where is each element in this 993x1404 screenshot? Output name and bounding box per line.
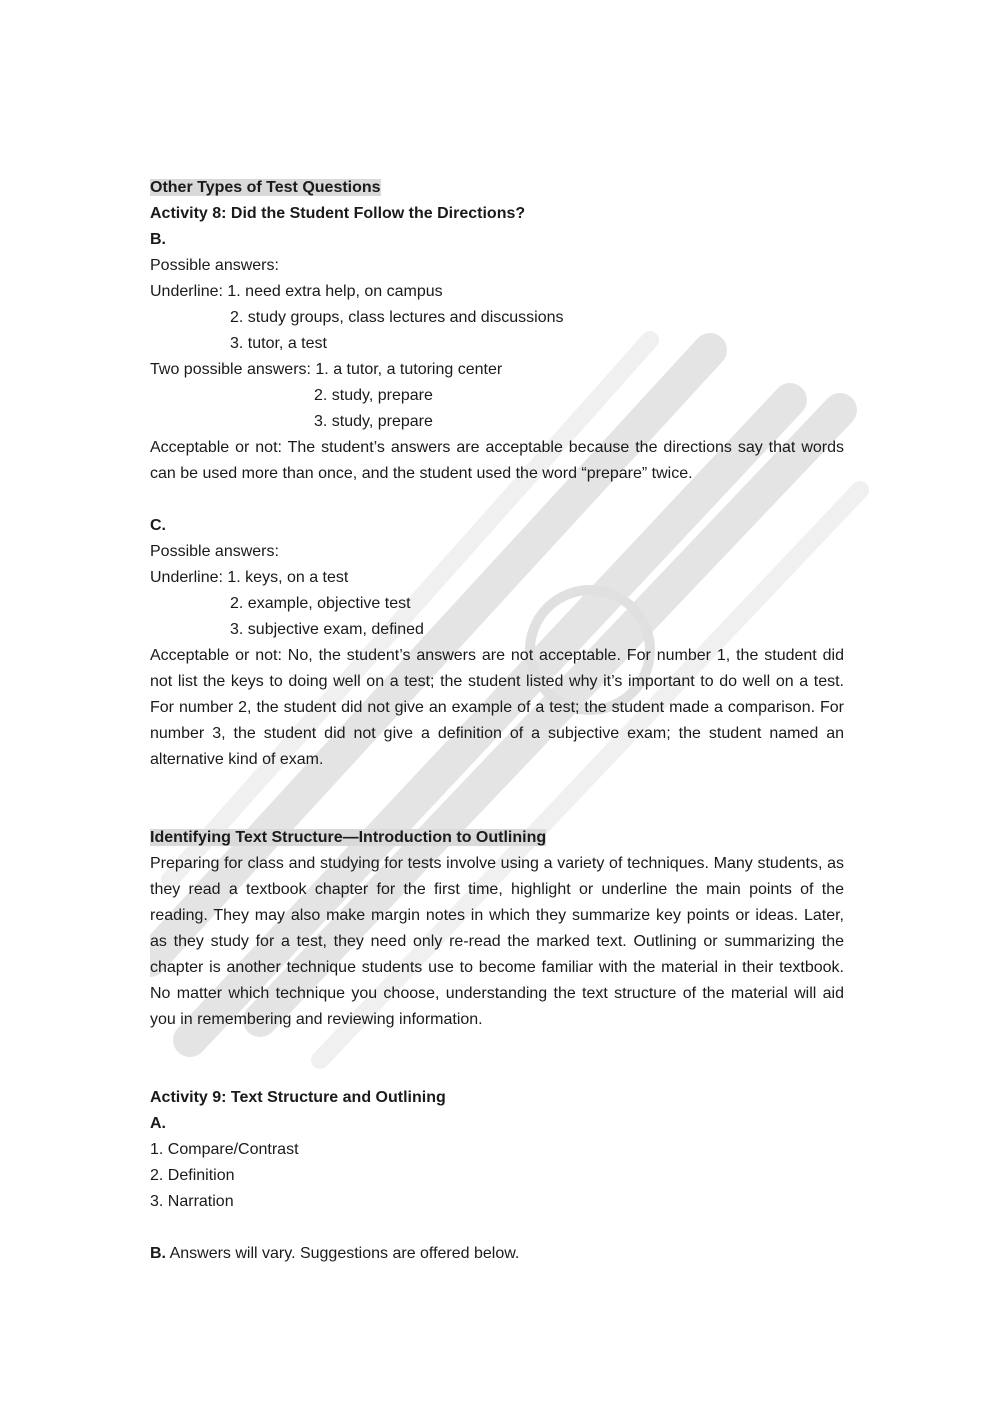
activity-8-b-possible: Possible answers: — [150, 257, 279, 274]
activity-8-c-acceptable: Acceptable or not: No, the student’s answers are not acceptable. For number 1, the student did not list the keys to doing well on a test; the student listed why it’s important to do well on a test. For number 2, the student did not give an example of a test; the student made a comparison. For number 3, the student did not give a definition of a subjective exam; the student named an alternative kind of exam. — [150, 647, 844, 768]
spacer — [150, 487, 844, 513]
section-heading-test-questions: Other Types of Test Questions — [150, 179, 381, 196]
text-structure-paragraph: Preparing for class and studying for tests involve using a variety of techniques. Many students, as they read a textbook chapter for the first time, highlight or underline the main points of the reading. They may also make margin notes in which they summarize key points or ideas. Later, as they study for a test, they need only re-read the marked text. Outlining or summarizing the chapter is another technique students use to become familiar with the material in their textbook. No matter which technique you choose, understanding the text structure of the material will aid you in remembering and reviewing information. — [150, 855, 844, 1028]
activity-9-part-b-label: B. — [150, 1245, 166, 1262]
activity-8-c-underline-3: 3. subjective exam, defined — [230, 621, 424, 638]
activity-8-b-two-2: 2. study, prepare — [314, 387, 433, 404]
activity-8-b-underline-3: 3. tutor, a test — [230, 335, 327, 352]
heading-row — [150, 175, 844, 201]
activity-8-part-c-label: C. — [150, 517, 166, 534]
activity-8-b-underline-2: 2. study groups, class lectures and discussions — [230, 309, 564, 326]
activity-8-b-underline-1: Underline: 1. need extra help, on campus — [150, 283, 443, 300]
activity-8-title: Activity 8: Did the Student Follow the Directions? — [150, 205, 526, 222]
activity-8-c-possible: Possible answers: — [150, 543, 279, 560]
activity-8-c-underline-2: 2. example, objective test — [230, 595, 411, 612]
activity-9-a-item-3: 3. Narration — [150, 1193, 234, 1210]
spacer — [150, 1033, 844, 1085]
activity-9-part-b-row — [150, 1241, 844, 1267]
activity-9-title: Activity 9: Text Structure and Outlining — [150, 1089, 446, 1106]
activity-8-c-underline-1: Underline: 1. keys, on a test — [150, 569, 349, 586]
activity-9-part-a-label: A. — [150, 1115, 166, 1132]
section-heading-text-structure: Identifying Text Structure—Introduction to Outlining — [150, 829, 547, 846]
activity-8-part-b-label: B. — [150, 231, 166, 248]
heading-row — [150, 825, 844, 851]
activity-9-part-b-text: Answers will vary. Suggestions are offered below. — [166, 1245, 520, 1262]
spacer — [150, 773, 844, 825]
activity-9-a-item-1: 1. Compare/Contrast — [150, 1141, 299, 1158]
activity-8-b-acceptable: Acceptable or not: The student’s answers are acceptable because the directions say that words can be used more than once, and the student used the word “prepare” twice. — [150, 439, 844, 482]
activity-8-b-two-1: Two possible answers: 1. a tutor, a tutoring center — [150, 361, 503, 378]
spacer — [150, 1215, 844, 1241]
activity-9-a-item-2: 2. Definition — [150, 1167, 235, 1184]
activity-8-b-two-3: 3. study, prepare — [314, 413, 433, 430]
document-page — [150, 175, 844, 1267]
